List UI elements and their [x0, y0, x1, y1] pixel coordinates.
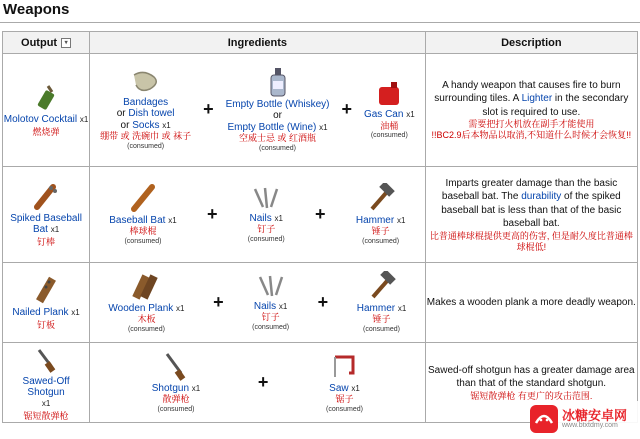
plus-sign: +: [206, 203, 218, 224]
ingredient-qty: x1: [278, 301, 288, 311]
ingredients-cell: [90, 263, 426, 343]
ingredient-cn: 棒球棍: [129, 226, 157, 237]
output-name-link[interactable]: Nailed Plank: [12, 306, 69, 318]
ingredient-link[interactable]: Dish towel: [128, 108, 175, 120]
output-cell: [3, 263, 90, 343]
ingredient-cn: 锤子: [372, 314, 391, 325]
table-row: [3, 167, 638, 263]
table-row: [3, 263, 638, 343]
description-text: in the secondary slot is required to use.: [482, 93, 629, 118]
ingredient-cn: 锤子: [371, 226, 390, 237]
consumed-label: (consumed): [326, 405, 363, 413]
output-name-link[interactable]: Spiked Baseball Bat: [10, 213, 82, 235]
consumed-label: (consumed): [370, 132, 408, 140]
ingredient-item: [357, 271, 407, 334]
saw-icon: [330, 351, 360, 381]
header-output[interactable]: Output ▾: [3, 32, 90, 54]
output-qty: x1: [71, 307, 80, 317]
wooden-plank-icon: [131, 271, 161, 301]
consumed-label: (consumed): [157, 405, 195, 413]
plus-sign: +: [315, 203, 326, 224]
ingredient-link[interactable]: Saw: [329, 382, 349, 394]
ingredient-qty: x1: [351, 383, 360, 393]
sawed-off-shotgun-icon: [31, 344, 61, 374]
ingredient-cn: 散弹枪: [162, 394, 190, 405]
consumed-label: (consumed): [363, 325, 401, 333]
watermark-logo-icon: [530, 405, 558, 433]
description-cn: 比普通棒球棍提供更高的伤害, 但是耐久度比普通棒球棍低!: [429, 230, 633, 252]
description-cn: 锯短散弹枪 有更广的攻击范围.: [470, 390, 593, 401]
ingredient-qty: x1: [396, 215, 406, 225]
ingredient-item: [109, 183, 176, 246]
plus-sign: +: [213, 291, 224, 312]
output-cn: 锯短散弹枪: [23, 410, 69, 421]
ingredients-cell: [90, 54, 426, 167]
header-ingredients: Ingredients: [90, 32, 426, 54]
output-cn: 钉棒: [37, 237, 56, 247]
table-header-row: [3, 32, 638, 54]
ingredient-qty: x1: [162, 120, 171, 130]
nailed-plank-icon: [31, 275, 61, 305]
ingredient-link[interactable]: Bandages: [123, 96, 169, 108]
header-description: Description: [425, 32, 637, 54]
ingredient-item: [356, 183, 406, 246]
ingredient-link[interactable]: Wooden Plank: [108, 302, 174, 314]
or-text: or: [120, 119, 130, 131]
ingredient-link[interactable]: Shotgun: [151, 382, 190, 394]
plus-sign: +: [203, 99, 214, 120]
ingredient-item: [108, 271, 184, 334]
ingredient-link[interactable]: Baseball Bat: [109, 214, 166, 226]
watermark-url: www.btxtdmy.com: [562, 422, 618, 429]
nails-icon: [256, 273, 286, 299]
ingredient-cn: 钉子: [261, 312, 280, 323]
consumed-label: (consumed): [247, 235, 285, 243]
ingredient-cn: 钉子: [257, 224, 276, 235]
ingredient-link[interactable]: Hammer: [356, 302, 396, 314]
description-text: of the spiked baseball bat is less than that of the basic baseball bat.: [441, 191, 622, 230]
output-qty: x1: [50, 225, 60, 234]
ingredient-qty: x1: [397, 303, 407, 313]
shotgun-icon: [161, 351, 191, 381]
gas-can-icon: [375, 79, 403, 107]
or-text: or: [116, 108, 126, 120]
title-divider: [0, 22, 640, 23]
hammer-icon: [367, 271, 397, 301]
ingredient-link[interactable]: Socks: [132, 119, 160, 131]
ingredient-item: [248, 185, 285, 244]
description-text: Sawed-off shotgun has a greater damage area than that of the standard shotgun.: [428, 364, 635, 390]
ingredients-cell: [90, 167, 426, 263]
nails-icon: [251, 185, 281, 211]
plus-sign: +: [341, 99, 352, 120]
output-cell: [3, 343, 90, 423]
ingredient-link[interactable]: Gas Can: [363, 109, 404, 121]
ingredient-item: [100, 69, 191, 151]
description-link[interactable]: Lighter: [521, 93, 553, 105]
consumed-label: (consumed): [127, 325, 165, 333]
ingredient-qty: x1: [168, 215, 177, 225]
ingredient-link[interactable]: Empty Bottle (Whiskey): [225, 98, 330, 110]
ingredient-qty: x1: [406, 110, 415, 120]
output-qty: x1: [79, 115, 89, 124]
sort-icon[interactable]: ▾: [61, 38, 71, 48]
empty-bottle-icon: [268, 67, 288, 97]
consumed-label: (consumed): [259, 144, 297, 152]
baseball-bat-icon: [128, 183, 158, 213]
ingredient-qty: x1: [274, 213, 283, 223]
ingredient-item: [152, 351, 201, 414]
plus-sign: +: [257, 371, 269, 392]
description-text: Imparts greater damage than the basic baseball bat. The: [441, 177, 618, 203]
section-title: Weapons: [3, 1, 70, 18]
description-cn: !!BC2.9后本物品以取消,不知道什么时候才会恢复!!: [431, 130, 632, 141]
description-cn: 需要把打火机放在副手才能使用: [468, 119, 595, 130]
ingredient-cn: 锯子: [335, 394, 354, 405]
weapons-table: [2, 31, 638, 423]
ingredient-link[interactable]: Hammer: [355, 214, 395, 226]
consumed-label: (consumed): [127, 142, 165, 150]
watermark: [530, 401, 638, 437]
description-link[interactable]: durability: [521, 191, 562, 203]
consumed-label: (consumed): [362, 237, 400, 245]
consumed-label: (consumed): [124, 237, 162, 245]
output-cell: [3, 167, 90, 263]
or-text: or: [273, 110, 282, 122]
description-text: A handy weapon that causes fire to burn surrounding tiles. A: [434, 79, 621, 105]
ingredient-qty: x1: [319, 122, 328, 132]
ingredient-qty: x1: [191, 383, 201, 393]
ingredient-link[interactable]: Empty Bottle (Wine): [227, 121, 317, 133]
output-name-link[interactable]: Molotov Cocktail: [3, 114, 78, 125]
output-qty: x1: [41, 398, 51, 408]
ingredient-item: [326, 351, 363, 414]
bandages-icon: [130, 69, 162, 95]
description-cell: [425, 54, 637, 167]
ingredient-item: [252, 273, 289, 332]
description-text: Makes a wooden plank a more deadly weapon.: [426, 296, 636, 308]
ingredient-cn: 绷带 或 洗碗巾 或 袜子: [100, 131, 192, 142]
output-cn: 燃烧弹: [32, 127, 60, 137]
ingredient-item: [364, 79, 415, 140]
ingredient-cn: 木板: [137, 314, 156, 325]
output-name-link[interactable]: Sawed-Off Shotgun: [22, 375, 70, 398]
output-cn: 钉板: [37, 319, 56, 330]
plus-sign: +: [317, 291, 329, 312]
table-row: [3, 54, 638, 167]
molotov-cocktail-icon: [31, 82, 61, 112]
output-cell: [3, 54, 90, 167]
description-cell: [425, 167, 637, 263]
hammer-icon: [366, 183, 396, 213]
ingredients-cell: [90, 343, 426, 423]
watermark-text: 冰糖安卓网: [562, 408, 628, 423]
ingredient-cn: 空威士忌 或 红酒瓶: [239, 133, 317, 144]
ingredient-qty: x1: [176, 303, 185, 313]
ingredient-link[interactable]: Nails: [253, 300, 277, 312]
ingredient-item: [226, 67, 330, 153]
consumed-label: (consumed): [252, 323, 290, 331]
ingredient-cn: 油桶: [380, 120, 399, 131]
spiked-baseball-bat-icon: [31, 181, 61, 211]
description-cell: [425, 263, 637, 343]
ingredient-link[interactable]: Nails: [249, 212, 272, 224]
